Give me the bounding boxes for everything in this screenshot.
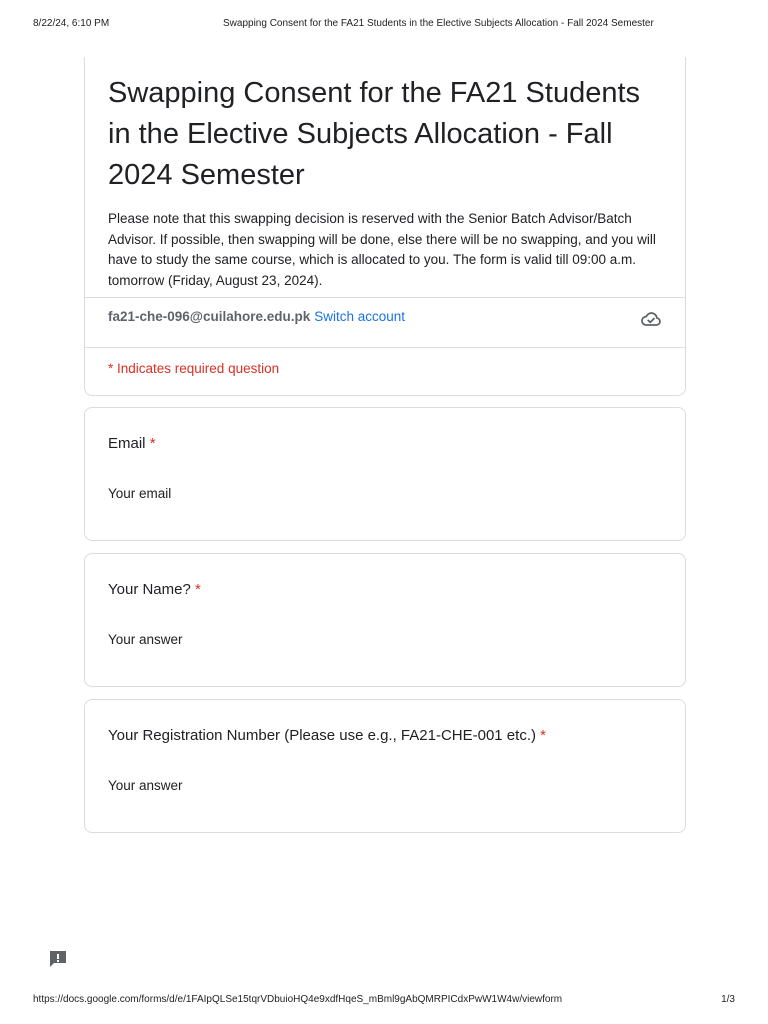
question-label bbox=[108, 727, 546, 744]
header-divider-top bbox=[85, 297, 685, 298]
question-title: Email bbox=[108, 435, 146, 452]
cloud-saved-icon bbox=[639, 307, 663, 331]
print-page-number: 1/3 bbox=[721, 994, 735, 1005]
required-question-note: * Indicates required question bbox=[108, 361, 280, 376]
question-label bbox=[108, 581, 201, 598]
question-card-registration bbox=[84, 699, 686, 833]
switch-account-link[interactable]: Switch account bbox=[314, 309, 406, 324]
print-page-title: Swapping Consent for the FA21 Students in the Elective Subjects Allocation - Fall 2024 Semester bbox=[223, 18, 654, 29]
print-url: https://docs.google.com/forms/d/e/1FAIpQLSe15tqrVDbuioHQ4e9xdfHqeS_mBml9gAbQMRPICdxPwW1W4w/viewform bbox=[33, 994, 563, 1005]
account-email: fa21-che-096@cuilahore.edu.pk bbox=[108, 309, 311, 324]
question-label bbox=[108, 435, 156, 452]
print-datetime: 8/22/24, 6:10 PM bbox=[33, 18, 110, 29]
header-divider-bottom bbox=[85, 347, 685, 348]
form-description: Please note that this swapping decision is reserved with the Senior Batch Advisor/Batch Advisor. If possible, then swapping will be done, else there will be no swapping, and you will have to study the same course, which is allocated to you. The form is valid till 09:00 a.m. tomorrow (Friday, August 23, 2024). bbox=[108, 211, 656, 288]
print-header bbox=[33, 18, 735, 29]
question-card-name bbox=[84, 553, 686, 687]
print-footer bbox=[33, 994, 735, 1005]
required-asterisk: * bbox=[540, 727, 546, 744]
question-title: Your Name? bbox=[108, 581, 191, 598]
form-title: Swapping Consent for the FA21 Students in the Elective Subjects Allocation - Fall 2024 Semester bbox=[108, 77, 641, 191]
name-input[interactable] bbox=[108, 632, 388, 647]
required-asterisk: * bbox=[149, 435, 156, 452]
report-problem-icon[interactable] bbox=[48, 949, 68, 969]
registration-number-input[interactable] bbox=[108, 778, 388, 793]
question-title: Your Registration Number (Please use e.g., FA21-CHE-001 etc.) bbox=[108, 727, 536, 744]
required-asterisk: * bbox=[195, 581, 201, 598]
account-row bbox=[108, 309, 665, 324]
email-input[interactable] bbox=[108, 486, 388, 501]
question-card-email bbox=[84, 407, 686, 541]
form-header-card bbox=[84, 57, 686, 396]
